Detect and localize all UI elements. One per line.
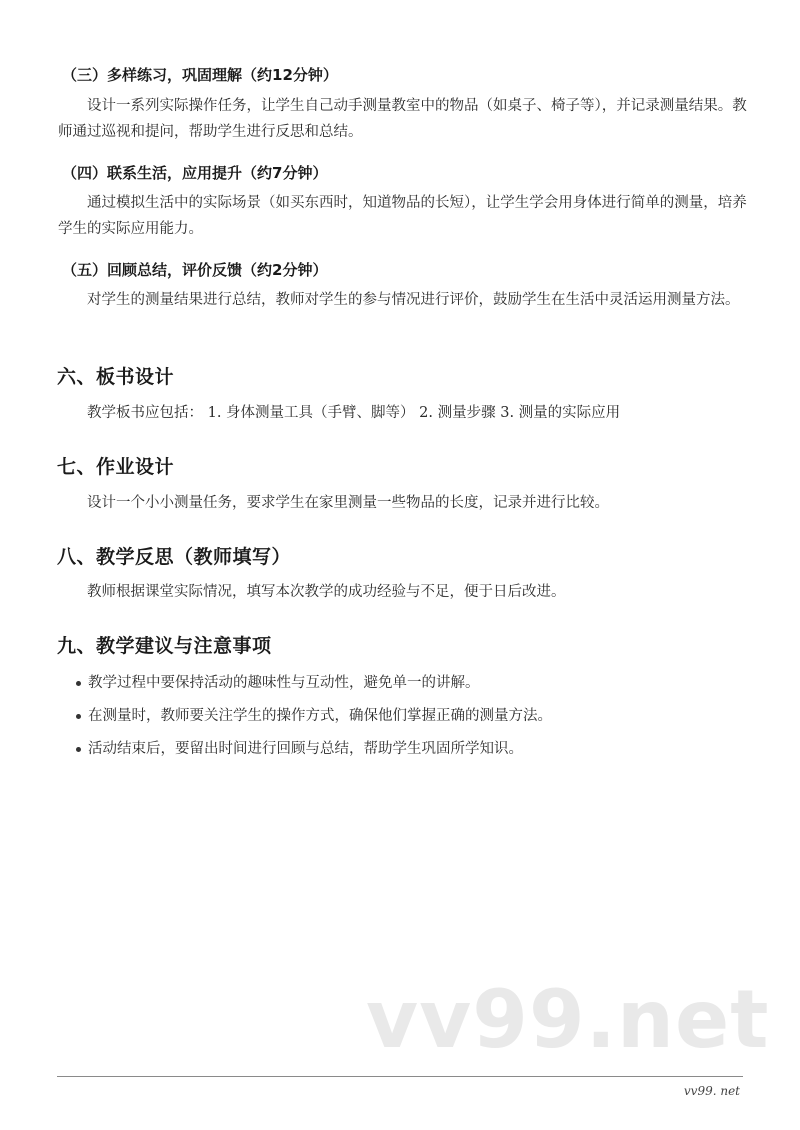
step-body-3: 设计一系列实际操作任务，让学生自己动手测量教室中的物品（如桌子、椅子等），并记录测量结果。教师通过巡视和提问，帮助学生进行反思和总结。: [58, 98, 747, 140]
list-item-text: 活动结束后，要留出时间进行回顾与总结，帮助学生巩固所学知识。: [88, 741, 523, 757]
footer-divider: [57, 1076, 743, 1077]
list-item-text: 教学过程中要保持活动的趣味性与互动性，避免单一的讲解。: [88, 675, 480, 691]
section-body-homework: 设计一个小小测量任务，要求学生在家里测量一些物品的长度，记录并进行比较。: [87, 495, 609, 511]
section-body-reflection: 教师根据课堂实际情况，填写本次教学的成功经验与不足，便于日后改进。: [87, 584, 566, 600]
step-body-4: 通过模拟生活中的实际场景（如买东西时，知道物品的长短），让学生学会用身体进行简单的测量，培养学生的实际应用能力。: [58, 195, 747, 237]
section-title-board-design: 六、板书设计: [57, 366, 175, 388]
list-item-text: 在测量时，教师要关注学生的操作方式，确保他们掌握正确的测量方法。: [88, 708, 552, 724]
section-body-board-design: 教学板书应包括： 1. 身体测量工具（手臂、脚等） 2. 测量步骤 3. 测量的实际应用: [87, 405, 621, 421]
step-body-5: 对学生的测量结果进行总结，教师对学生的参与情况进行评价，鼓励学生在生活中灵活运用测量方法。: [87, 292, 740, 308]
footer-site-label: vv99. net: [683, 1084, 740, 1098]
step-heading-4: （四）联系生活，应用提升（约7分钟）: [62, 164, 328, 182]
bullet-icon: [76, 681, 81, 686]
bullet-icon: [76, 747, 81, 752]
section-title-homework: 七、作业设计: [57, 456, 175, 478]
suggestions-list: [72, 672, 752, 771]
step-heading-5: （五）回顾总结，评价反馈（约2分钟）: [62, 261, 328, 279]
list-item: [72, 672, 752, 705]
step-heading-3: （三）多样练习，巩固理解（约12分钟）: [62, 66, 338, 84]
section-title-reflection: 八、教学反思（教师填写）: [57, 546, 292, 568]
list-item: [72, 705, 752, 738]
section-title-suggestions: 九、教学建议与注意事项: [57, 635, 272, 657]
list-item: [72, 738, 752, 771]
watermark: vv99.net: [366, 973, 770, 1066]
bullet-icon: [76, 714, 81, 719]
